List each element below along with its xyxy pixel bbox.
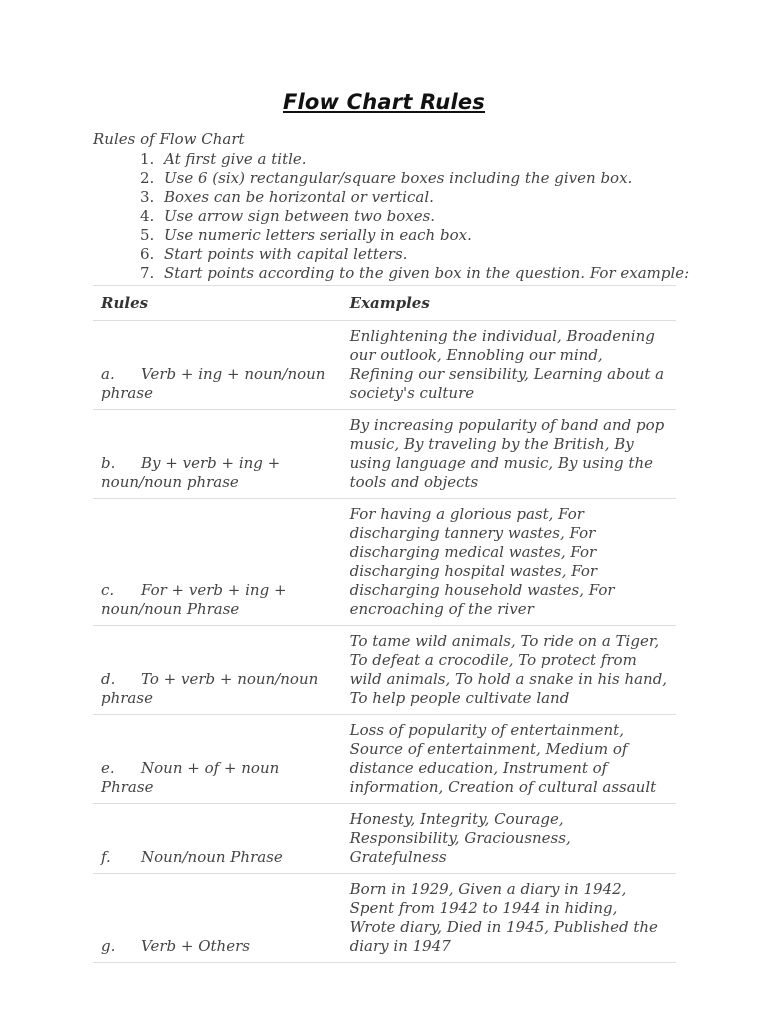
- intro-heading: Rules of Flow Chart: [93, 130, 245, 148]
- example-cell: For having a glorious past, For discharging tannery wastes, For discharging medical wastes, For discharging hospital wastes, For discharging household wastes, For encroaching of the river: [342, 499, 676, 626]
- row-letter: b.: [101, 454, 116, 472]
- table-row: [93, 626, 676, 715]
- row-letter: c.: [101, 581, 115, 599]
- rule-cell: [93, 874, 342, 963]
- list-text: Start points with capital letters.: [164, 245, 408, 263]
- example-cell: By increasing popularity of band and pop music, By traveling by the British, By using language and music, By using the tools and objects: [342, 410, 676, 499]
- row-letter: f.: [101, 848, 111, 866]
- example-cell: Honesty, Integrity, Courage, Responsibility, Graciousness, Gratefulness: [342, 804, 676, 874]
- rule-cell: [93, 321, 342, 410]
- example-cell: Enlightening the individual, Broadening our outlook, Ennobling our mind, Refining our sensibility, Learning about a society's culture: [342, 321, 676, 410]
- list-item: [140, 226, 689, 245]
- list-item: [140, 245, 689, 264]
- table-row: [93, 321, 676, 410]
- list-text: At first give a title.: [164, 150, 307, 168]
- list-text: Use arrow sign between two boxes.: [164, 207, 436, 225]
- list-item: [140, 150, 689, 169]
- table-row: [93, 499, 676, 626]
- table-header-row: [93, 286, 676, 321]
- list-item: [140, 264, 689, 283]
- list-text: Boxes can be horizontal or vertical.: [164, 188, 434, 206]
- row-letter: e.: [101, 759, 115, 777]
- rule-text: Noun + of + noun Phrase: [101, 759, 280, 796]
- list-text: Use 6 (six) rectangular/square boxes including the given box.: [164, 169, 633, 187]
- rule-text: Verb + Others: [141, 937, 250, 955]
- rule-cell: [93, 715, 342, 804]
- row-letter: a.: [101, 365, 115, 383]
- rule-cell: [93, 410, 342, 499]
- list-number: 3.: [140, 188, 155, 206]
- rule-text: Verb + ing + noun/noun phrase: [101, 365, 326, 402]
- example-cell: Born in 1929, Given a diary in 1942, Spent from 1942 to 1944 in hiding, Wrote diary, Died in 1945, Published the diary in 1947: [342, 874, 676, 963]
- list-number: 1.: [140, 150, 155, 168]
- rule-cell: [93, 499, 342, 626]
- list-item: [140, 169, 689, 188]
- example-cell: To tame wild animals, To ride on a Tiger, To defeat a crocodile, To protect from wild animals, To hold a snake in his hand, To help people cultivate land: [342, 626, 676, 715]
- list-text: Start points according to the given box in the question. For example:: [164, 264, 690, 282]
- rule-text: Noun/noun Phrase: [141, 848, 283, 866]
- rule-text: For + verb + ing + noun/noun Phrase: [101, 581, 287, 618]
- rule-cell: [93, 626, 342, 715]
- list-number: 2.: [140, 169, 155, 187]
- rule-text: To + verb + noun/noun phrase: [101, 670, 319, 707]
- column-header-rules: Rules: [93, 286, 342, 321]
- list-number: 4.: [140, 207, 155, 225]
- column-header-examples: Examples: [342, 286, 676, 321]
- list-text: Use numeric letters serially in each box.: [164, 226, 472, 244]
- row-letter: g.: [101, 937, 116, 955]
- rule-cell: [93, 804, 342, 874]
- rules-list: [140, 150, 689, 283]
- table-row: [93, 874, 676, 963]
- list-number: 7.: [140, 264, 155, 282]
- example-cell: Loss of popularity of entertainment, Source of entertainment, Medium of distance education, Instrument of information, Creation of cultural assault: [342, 715, 676, 804]
- page-title: Flow Chart Rules: [282, 90, 486, 114]
- rules-table: [93, 285, 676, 963]
- list-number: 5.: [140, 226, 155, 244]
- rule-text: By + verb + ing + noun/noun phrase: [101, 454, 281, 491]
- list-item: [140, 207, 689, 226]
- table-row: [93, 804, 676, 874]
- table-row: [93, 715, 676, 804]
- list-number: 6.: [140, 245, 155, 263]
- list-item: [140, 188, 689, 207]
- row-letter: d.: [101, 670, 116, 688]
- table-row: [93, 410, 676, 499]
